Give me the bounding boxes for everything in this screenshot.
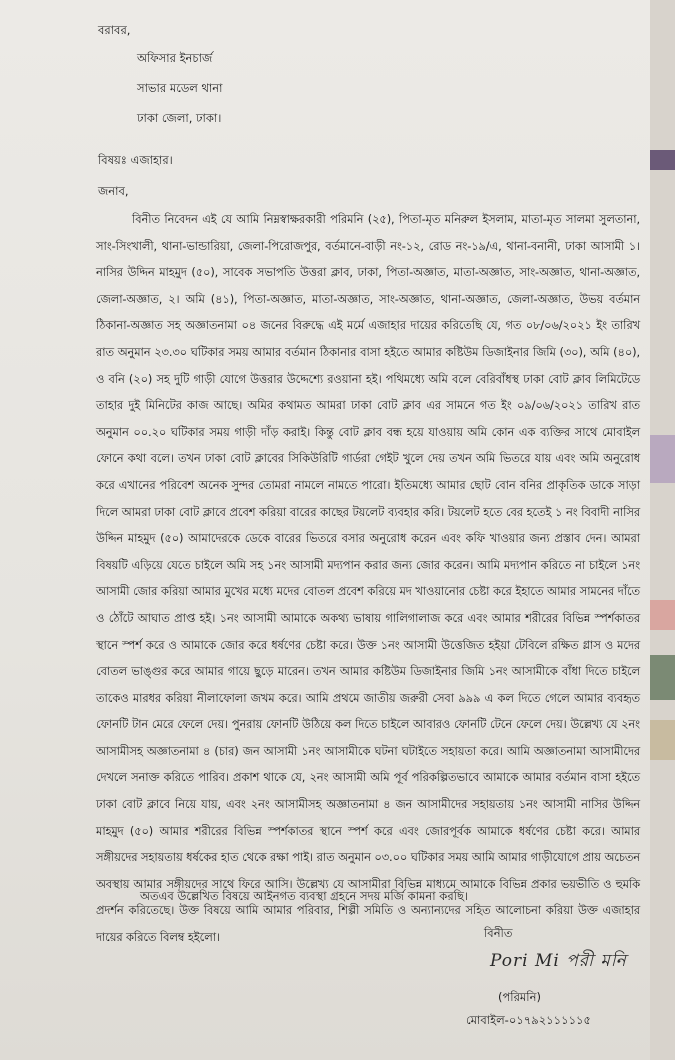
background-stripe [650, 720, 675, 760]
recipient-title: অফিসার ইনচার্জ [137, 51, 213, 65]
recipient-station: সাভার মডেল থানা [137, 81, 223, 95]
yours-faithfully: বিনীত [484, 926, 513, 940]
handwritten-signature: Pori Mi পরী মনি [490, 951, 627, 971]
signer-name: (পরিমনি) [498, 990, 541, 1004]
subject-line: বিষয়ঃ এজাহার। [98, 153, 173, 167]
background-edge [650, 0, 675, 1060]
letter-body: বিনীত নিবেদন এই যে আমি নিম্নস্বাক্ষরকারী পরিমনি (২৫), পিতা-মৃত মনিরুল ইসলাম, মাতা-মৃত সালমা সুলতানা, সাং-সিংখালী, থানা-ভান্ডারিয়া, জেলা-পিরোজপুর, বর্তমানে-বাড়ী নং-১২, রোড নং-১৯/এ, থানা-বনানী, ঢাকা আসামী ১। নাসির উদ্দিন মাহমুদ (৫০), সাবেক সভাপতি উত্তরা ক্লাব, ঢাকা, পিতা-অজ্ঞাত, মাতা-অজ্ঞাত, সাং-অজ্ঞাত, থানা-অজ্ঞাত, জেলা-অজ্ঞাত, ২। অমি (৪১), পিতা-অজ্ঞাত, মাতা-অজ্ঞাত, সাং-অজ্ঞাত, থানা-অজ্ঞাত, জেলা-অজ্ঞাত, উভয় বর্তমান ঠিকানা-অজ্ঞাত সহ অজ্ঞাতনামা ০৪ জনের বিরুদ্ধে এই মর্মে এজাহার দায়ের করিতেছি যে, গত ০৮/০৬/২০২১ ইং তারিখ রাত অনুমান ২৩.৩০ ঘটিকার সময় আমার বর্তমান ঠিকানার বাসা হইতে আমার কষ্টিউম ডিজাইনার জিমি (৩০), অমি (৪০), ও বনি (২০) সহ দুটি গাড়ী যোগে উত্তরার উদ্দেশ্যে রওয়ানা হই। পথিমধ্যে অমি বলে বেরিবাঁধস্থ ঢাকা বোট ক্লাব লিমিটেডে তাহার দুই মিনিটের কাজ আছে। অমির কথামত আমরা ঢাকা বোট ক্লাব এর সামনে গত ইং ০৯/০৬/২০২১ তারিখ রাত অনুমান ০০.২০ ঘটিকার সময় গাড়ী দাঁড় করাই। কিন্তু বোট ক্লাব বন্ধ হয়ে যাওয়ায় অমি কোন এক ব্যক্তির সাথে মোবাইল ফোনে কথা বলে। তখন ঢাকা বোট ক্লাবের সিকিউরিটি গার্ডরা গেইট খুলে দেয় তখন অমি ভিতরে যায় এবং অমি অনুরোধ করে এখানের পরিবেশ অনেক সুন্দর তোমরা নামলে নামতে পারো। ইতিমধ্যে আমার ছোট বোন বনির প্রাকৃতিক ডাকে সাড়া দিলে আমরা ঢাকা বোট ক্লাবে প্রবেশ করিয়া বারের কাছের টয়লেট ব্যবহার করি। টয়লেট হতে বের হতেই ১ নং বিবাদী নাসির উদ্দিন মাহমুদ (৫০) আমাদেরকে ডেকে বারের ভিতরে বসার অনুরোধ করেন এবং কফি খাওয়ার জন্য প্রস্তাব দেন। আমরা বিষয়টি এড়িয়ে যেতে চাইলে অমি সহ ১নং আসামী মদ্যপান করার জন্য জোর করেন। আমি মদ্যপান করিতে না চাইলে ১নং আসামী জোর করিয়া আমার মুখের মধ্যে মদের বোতল প্রবেশ করিয়ে মদ খাওয়ানোর চেষ্টা করে ইহাতে আমার সামনের দাঁতে ও ঠোঁটে আঘাত প্রাপ্ত হই। ১নং আসামী আমাকে অকথ্য ভাষায় গালিগালাজ করে এবং আমার শরীরের বিভিন্ন স্পর্শকাতর স্থানে স্পর্শ করে ও আমাকে জোর করে ধর্ষণের চেষ্টা করে। উক্ত ১নং আসামী উত্তেজিত হইয়া টেবিলে রক্ষিত গ্লাস ও মদের বোতল ভাঙ্গুর করে আমার গায়ে ছুড়ে মারেন। তখন আমার কষ্টিউম ডিজাইনার জিমি ১নং আসামীকে বাঁধা দিতে চাইলে তাকেও মারধর করিয়া নীলাফোলা জখম করে। আমি প্রথমে জাতীয় জরুরী সেবা ৯৯৯ এ কল দিতে গেলে আমার ব্যবহৃত ফোনটি টান মেরে ফেলে দেয়। পুনরায় ফোনটি উঠিয়ে কল দিতে চাইলে আবারও ফোনটি টেনে ফেলে দেয়। উল্লেখ্য যে ২নং আসামীসহ অজ্ঞাতনামা ৪ (চার) জন আসামী ১নং আসামীকে ঘটনা ঘটাইতে সহায়তা করে। আমি অজ্ঞাতনামা আসামীদের দেখলে সনাক্ত করিতে পারিব। প্রকাশ থাকে যে, ২নং আসামী অমি পূর্ব পরিকল্পিতভাবে আমাকে আমার বর্তমান বাসা হইতে ঢাকা বোট ক্লাবে নিয়ে যায়, এবং ২নং আসামীসহ অজ্ঞাতনামা ৪ জন আসামীদের সহায়তায় ১নং আসামী নাসির উদ্দিন মাহমুদ (৫০) আমার শরীরের বিভিন্ন স্পর্শকাতর স্থানে স্পর্শ করে এবং জোরপূর্বক আমাকে ধর্ষণের চেষ্টা করে। আমার সঙ্গীয়দের সহায়তায় ধর্ষকের হাত থেকে রক্ষা পাই। রাত অনুমান ০৩.০০ ঘটিকার সময় আমি আমার গাড়ীযোগে প্রায় অচেতন অবস্থায় আমার সঙ্গীয়দের সাথে ফিরে আসি। উল্লেখ্য যে আসামীরা বিভিন্ন মাধ্যমে আমাকে বিভিন্ন প্রকার ভয়ভীতি ও হুমকি প্রদর্শন করিতেছে। উক্ত বিষয়ে আমি আমার পরিবার, শিল্পী সমিতি ও অন্যান্যদের সহিত আলোচনা করিয়া উক্ত এজাহার দায়ের করিতে বিলম্ব হইলো। [96, 212, 640, 945]
recipient-district: ঢাকা জেলা, ঢাকা। [137, 111, 222, 125]
background-stripe [650, 600, 675, 630]
salutation: বরাবর, [98, 23, 131, 37]
background-stripe [650, 435, 675, 483]
background-stripe [650, 655, 675, 700]
mobile-number: মোবাইল-০১৭৯২১১১১১৫ [466, 1013, 591, 1027]
background-stripe [650, 150, 675, 170]
greeting: জনাব, [98, 184, 129, 198]
closing-line: অতএব উল্লেখিত বিষয়ে আইনগত ব্যবস্থা গ্রহনে সদয় মর্জি কামনা করছি। [140, 889, 469, 903]
